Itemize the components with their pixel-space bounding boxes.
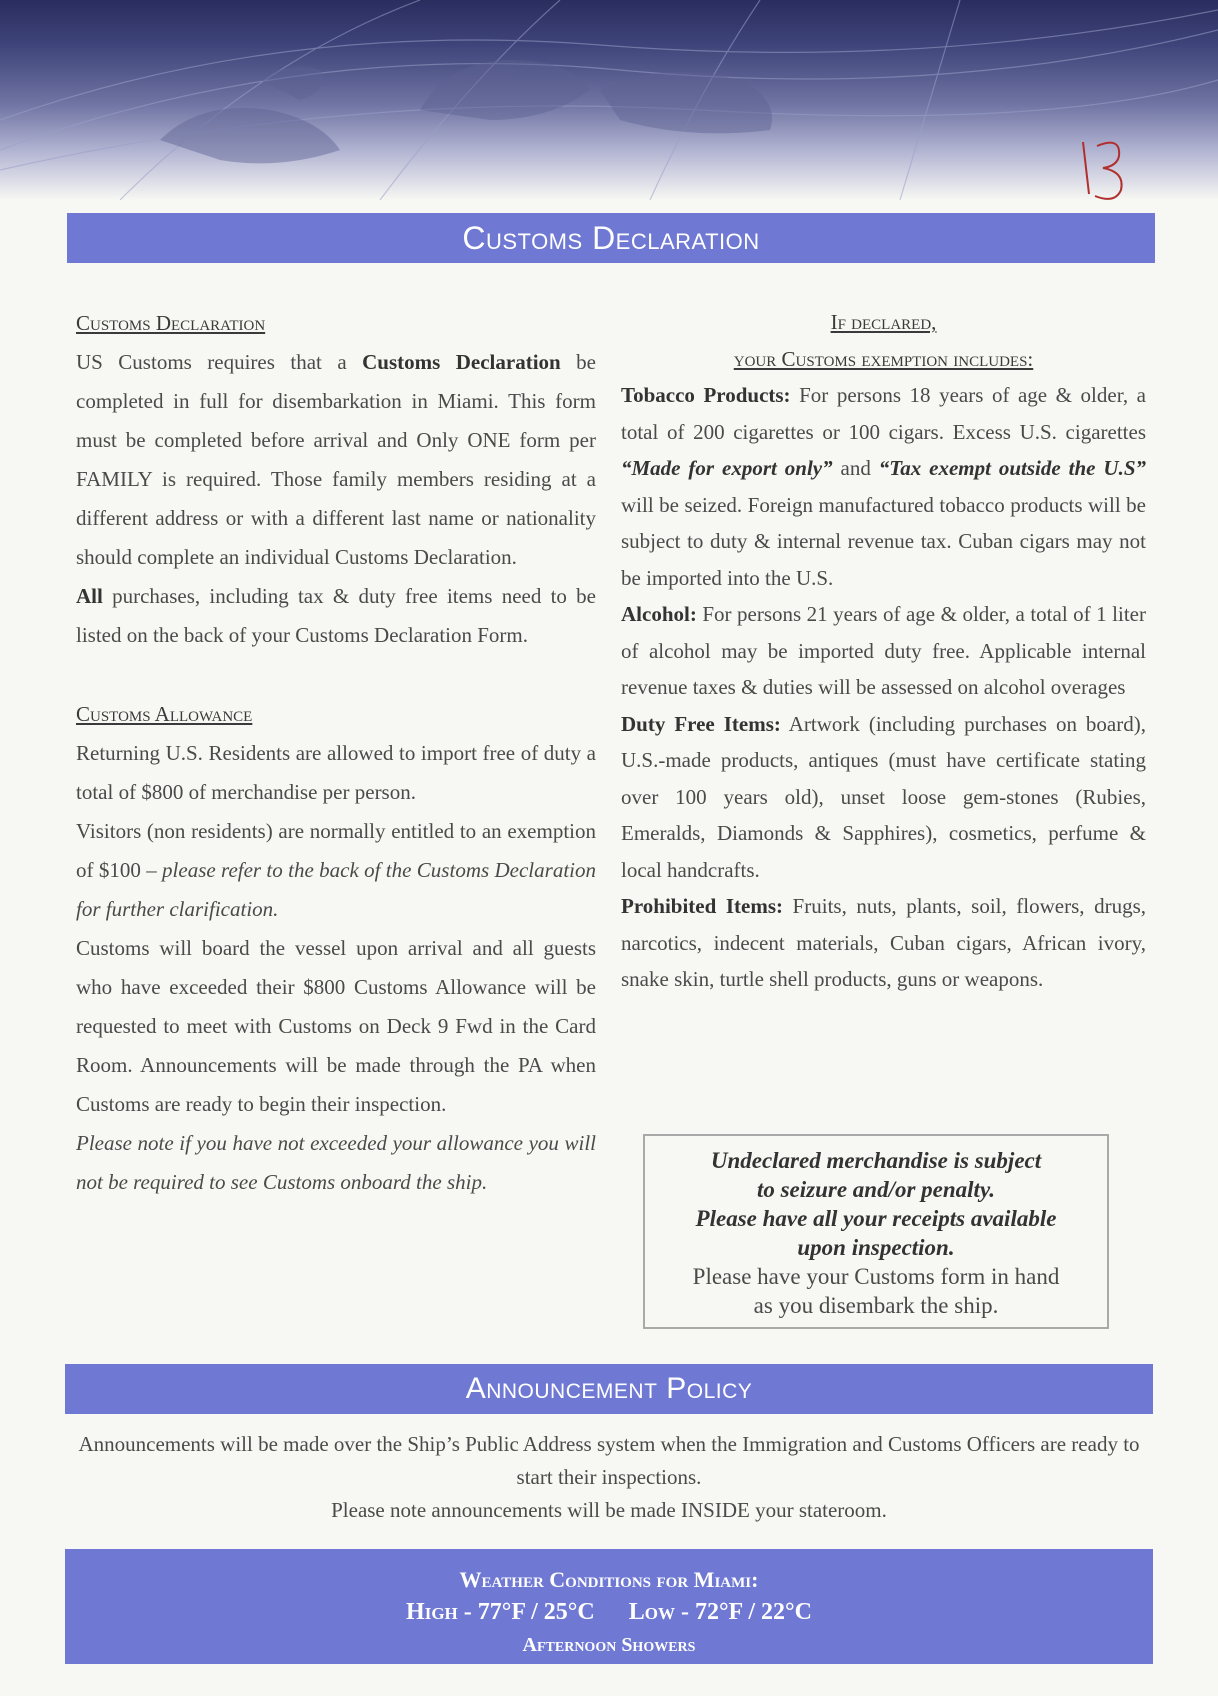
announcement-bar-label: Announcement Policy (465, 1372, 753, 1405)
notice-line3: Please have all your receipts available (695, 1206, 1057, 1231)
prohibited-paragraph (621, 888, 1146, 998)
world-map-graphic (0, 0, 1218, 200)
notice-line6: as you disembark the ship. (753, 1293, 999, 1318)
text-run: Visitors (non residents) are normally entitled to an exemption of $100 – (76, 819, 596, 882)
notice-line5: Please have your Customs form in hand (692, 1264, 1060, 1289)
exemption-heading-line2: your Customs exemption includes: (733, 346, 1034, 371)
boarding-paragraph: Customs will board the vessel upon arrival and all guests who have exceeded their $800 Customs Allowance will be requested to meet with Customs on Deck 9 Fwd in the Card Room. Announcements will be made through the PA when Customs are ready to begin their inspection. (76, 936, 596, 1116)
text-run-bold: Duty Free Items: (621, 711, 781, 736)
weather-forecast: Afternoon Showers (522, 1634, 696, 1656)
notice-line2: to seizure and/or penalty. (756, 1177, 996, 1202)
title-bar-label: Customs Declaration (462, 220, 760, 256)
text-run-bold: Customs Declaration (362, 350, 561, 374)
text-run-italic: please refer to the back of the Customs Declaration for further clarification. (76, 858, 596, 921)
text-run: Artwork (including purchases on board), U.S.-made products, antiques (must have certificate stating over 100 years old), unset loose gem-stones (Rubies, Emeralds, Diamonds & Sapphires), cosmetics, perfume & local handcrafts. (621, 711, 1146, 882)
residents-paragraph: Returning U.S. Residents are allowed to import free of duty a total of $800 of merchandise per person. (76, 741, 596, 804)
text-run: will be seized. Foreign manufactured tobacco products will be subject to duty & internal revenue tax. Cuban cigars may not be imported into the U.S. (621, 492, 1146, 590)
weather-title: Weather Conditions for Miami: (459, 1567, 759, 1592)
duty-free-paragraph (621, 706, 1146, 889)
purchases-paragraph (76, 577, 596, 655)
notice-line4: upon inspection. (797, 1235, 955, 1260)
text-run-bold: All (76, 584, 103, 608)
weather-low: Low - 72°F / 22°C (628, 1599, 812, 1625)
customs-allowance-heading: Customs Allowance (76, 702, 253, 726)
text-run: Fruits, nuts, plants, soil, flowers, drugs, narcotics, indecent materials, Cuban cigars, African ivory, snake skin, turtle shell products, guns or weapons. (621, 894, 1147, 991)
notice-box (643, 1134, 1109, 1329)
weather-high: High - 77°F / 25°C (406, 1599, 595, 1625)
tobacco-paragraph (621, 377, 1146, 596)
weather-panel (65, 1549, 1153, 1664)
notice-line1: Undeclared merchandise is subject (710, 1148, 1042, 1173)
text-run: For persons 21 years of age & older, a total of 1 liter of alcohol may be imported duty free. Applicable internal revenue taxes & duties will be assessed on alcohol overages (621, 602, 1146, 699)
text-run: purchases, including tax & duty free items need to be listed on the back of your Customs Declaration Form. (76, 584, 596, 647)
note-paragraph: Please note if you have not exceeded your allowance you will not be required to see Customs onboard the ship. (76, 1131, 596, 1194)
text-run-bold-italic: “Made for export only” (621, 456, 833, 480)
text-run-bold: Alcohol: (621, 602, 697, 626)
announcement-line2: Please note announcements will be made INSIDE your stateroom. (331, 1498, 887, 1522)
text-run: and (832, 456, 879, 480)
weather-temps (65, 1594, 1153, 1630)
announcement-text (75, 1428, 1143, 1527)
text-run: For persons 18 years of age & older, a total of 200 cigarettes or 100 cigars. Excess U.S. cigarettes (621, 383, 1146, 444)
customs-declaration-paragraph (76, 343, 596, 577)
announcement-policy-bar (65, 1364, 1153, 1414)
exemption-heading-line1: If declared, (830, 310, 937, 334)
left-column (76, 304, 596, 1202)
announcement-line1: Announcements will be made over the Ship’s Public Address system when the Immigration and Customs Officers are ready to start their inspections. (78, 1432, 1140, 1489)
visitors-paragraph (76, 812, 596, 929)
alcohol-paragraph (621, 596, 1146, 706)
spacer (76, 655, 596, 695)
handwritten-page-number (1075, 132, 1135, 212)
text-run: be completed in full for disembarkation in Miami. This form must be completed before arrival and Only ONE form per FAMILY is required. Those family members residing at a different address or with a different last name or nationality should complete an individual Customs Declaration. (76, 350, 596, 569)
text-run-bold: Tobacco Products: (621, 383, 791, 407)
text-run-bold: Prohibited Items: (621, 894, 783, 918)
customs-declaration-title-bar (67, 213, 1155, 263)
right-column (621, 304, 1146, 998)
customs-declaration-heading: Customs Declaration (76, 311, 266, 335)
header-band (0, 0, 1218, 200)
text-run-bold-italic: “Tax exempt outside the U.S” (878, 456, 1146, 480)
text-run: US Customs requires that a (76, 350, 363, 374)
